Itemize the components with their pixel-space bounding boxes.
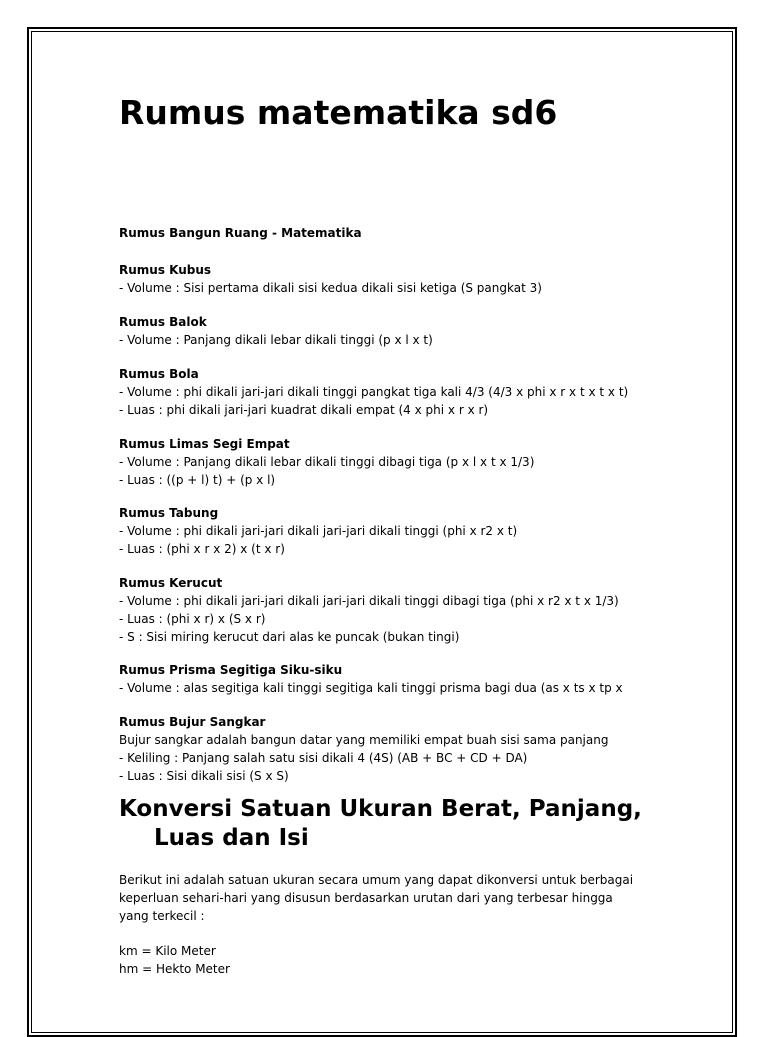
section-bujur-sangkar bbox=[119, 713, 608, 785]
konversi-heading bbox=[119, 795, 679, 853]
formula-line: - Volume : phi dikali jari-jari dikali jari-jari dikali tinggi dibagi tiga (phi x r2 x t x 1/3) bbox=[119, 594, 619, 608]
section-bola bbox=[119, 365, 628, 419]
formula-line: - Volume : phi dikali jari-jari dikali tinggi pangkat tiga kali 4/3 (4/3 x phi x r x t x t x t) bbox=[119, 385, 629, 399]
section-heading: Rumus Limas Segi Empat bbox=[119, 437, 290, 451]
konversi-heading-line2: Luas dan Isi bbox=[154, 825, 309, 851]
section-kerucut bbox=[119, 574, 619, 646]
formula-line: - Luas : phi dikali jari-jari kuadrat dikali empat (4 x phi x r x r) bbox=[119, 403, 489, 417]
formula-line: - Luas : (phi x r x 2) x (t x r) bbox=[119, 542, 285, 556]
section-tabung bbox=[119, 504, 517, 558]
unit-item: hm = Hekto Meter bbox=[119, 962, 230, 976]
section-heading: Rumus Bola bbox=[119, 367, 199, 381]
unit-list bbox=[119, 942, 230, 978]
section-heading: Rumus Prisma Segitiga Siku-siku bbox=[119, 663, 343, 677]
formula-line: - Volume : Panjang dikali lebar dikali tinggi (p x l x t) bbox=[119, 333, 433, 347]
section-limas bbox=[119, 435, 534, 489]
formula-line: - Volume : Sisi pertama dikali sisi kedua dikali sisi ketiga (S pangkat 3) bbox=[119, 281, 542, 295]
section-heading: Rumus Tabung bbox=[119, 506, 219, 520]
section-heading: Rumus Balok bbox=[119, 315, 207, 329]
formula-line: - Keliling : Panjang salah satu sisi dikali 4 (4S) (AB + BC + CD + DA) bbox=[119, 751, 528, 765]
formula-line: - Luas : Sisi dikali sisi (S x S) bbox=[119, 769, 289, 783]
konversi-heading-line1: Konversi Satuan Ukuran Berat, Panjang, bbox=[119, 796, 642, 822]
formula-line: - S : Sisi miring kerucut dari alas ke puncak (bukan tingi) bbox=[119, 630, 460, 644]
section-heading: Rumus Bujur Sangkar bbox=[119, 715, 266, 729]
formula-line: - Volume : alas segitiga kali tinggi segitiga kali tinggi prisma bagi dua (as x ts x tp x bbox=[119, 681, 623, 695]
formula-line: - Luas : (phi x r) x (S x r) bbox=[119, 612, 266, 626]
formula-line: - Volume : Panjang dikali lebar dikali tinggi dibagi tiga (p x l x t x 1/3) bbox=[119, 455, 535, 469]
formula-line: - Volume : phi dikali jari-jari dikali jari-jari dikali tinggi (phi x r2 x t) bbox=[119, 524, 518, 538]
page-title: Rumus matematika sd6 bbox=[119, 93, 558, 132]
section-heading: Rumus Kubus bbox=[119, 263, 212, 277]
unit-item: km = Kilo Meter bbox=[119, 944, 216, 958]
formula-line: - Luas : ((p + l) t) + (p x l) bbox=[119, 473, 276, 487]
section-heading: Rumus Kerucut bbox=[119, 576, 223, 590]
section-balok bbox=[119, 313, 433, 349]
section-kubus bbox=[119, 261, 542, 297]
formula-line: Bujur sangkar adalah bangun datar yang memiliki empat buah sisi sama panjang bbox=[119, 733, 609, 747]
section-prisma bbox=[119, 661, 623, 697]
konversi-paragraph: Berikut ini adalah satuan ukuran secara umum yang dapat dikonversi untuk berbagai keperluan sehari-hari yang disusun berdasarkan urutan dari yang terbesar hingga yang terkecil : bbox=[119, 873, 634, 923]
section-subtitle: Rumus Bangun Ruang - Matematika bbox=[119, 226, 362, 240]
